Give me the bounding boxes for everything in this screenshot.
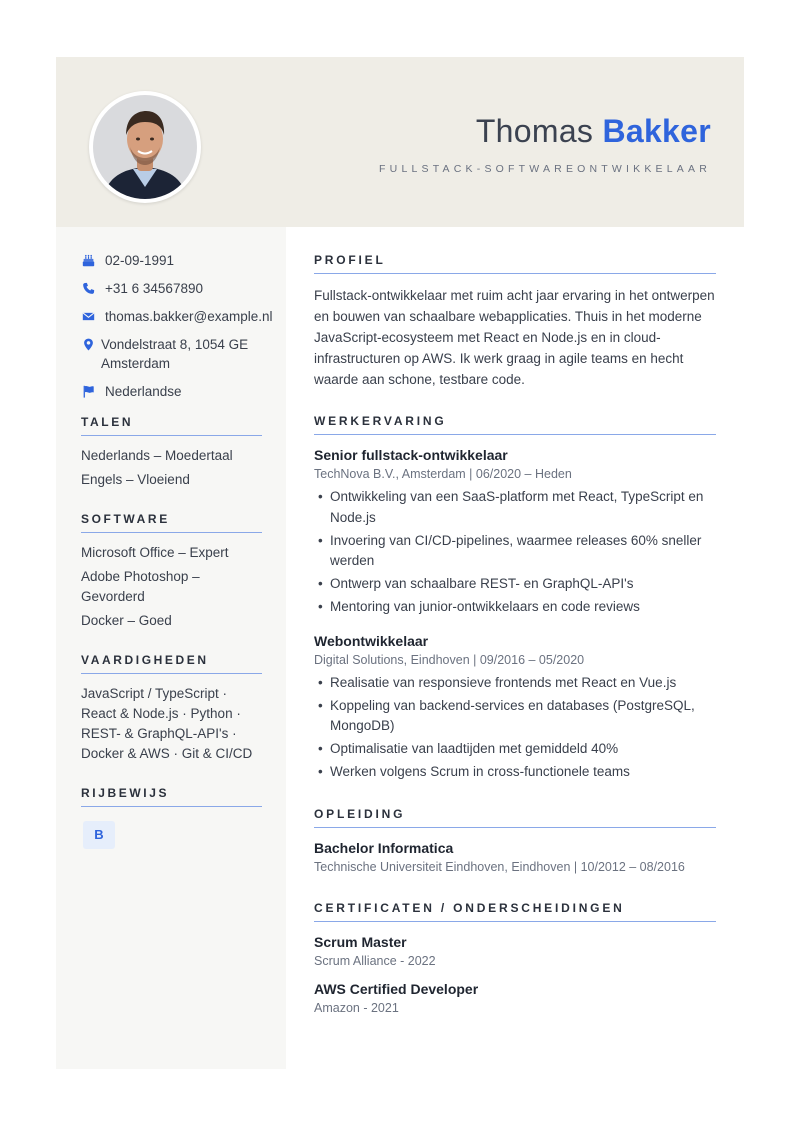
address-line-2: Amsterdam — [101, 356, 171, 371]
address-value — [101, 335, 248, 373]
certificate-title: Scrum Master — [314, 933, 407, 950]
experience-section — [314, 414, 716, 783]
resume-header — [56, 57, 744, 227]
job-bullet: • Invoering van CI/CD-pipelines, waarmee releases 60% sneller werden — [314, 531, 716, 572]
license-badge: B — [83, 821, 115, 849]
certificate-meta: Scrum Alliance - 2022 — [314, 953, 436, 968]
birthdate-value: 02-09-1991 — [105, 253, 175, 268]
job-bullet: • Werken volgens Scrum in cross-functionele teams — [314, 762, 716, 783]
skills-heading: VAARDIGHEDEN — [81, 653, 262, 674]
first-name: Thomas — [475, 113, 594, 149]
job-bullet: • Mentoring van junior-ontwikkelaars en code reviews — [314, 597, 716, 618]
last-name: Bakker — [602, 113, 711, 149]
profile-section — [314, 253, 716, 390]
software-item: Docker – Goed — [81, 613, 172, 628]
certificate-meta: Amazon - 2021 — [314, 1000, 399, 1015]
birthday-cake-icon — [81, 251, 101, 270]
flag-icon — [81, 382, 101, 401]
portrait-image — [93, 95, 197, 199]
job-role: Webontwikkelaar — [314, 632, 429, 649]
profile-text: Fullstack-ontwikkelaar met ruim acht jaar ervaring in het ontwerpen en bouwen van schaalbare webapplicaties. Thuis in het moderne JavaScript-ecosysteem met React en Node.js en in cloud-infrastructuren op AWS. Ik werk graag in agile teams en hecht waarde aan schone, testbare code. — [314, 288, 715, 387]
certificates-section — [314, 901, 716, 1018]
job-title: FULLSTACK-SOFTWAREONTWIKKELAAR — [379, 163, 711, 175]
job-entry — [314, 632, 716, 783]
phone-value: +31 6 34567890 — [105, 281, 203, 296]
job-bullet: • Koppeling van backend-services en databases (PostgreSQL, MongoDB) — [314, 696, 716, 737]
job-bullets — [314, 673, 716, 783]
contact-phone — [81, 279, 262, 298]
main-content — [314, 227, 716, 1042]
languages-section — [81, 415, 262, 490]
contact-list — [81, 251, 273, 401]
software-item: Adobe Photoshop – Gevorderd — [81, 569, 200, 604]
resume-page — [56, 57, 744, 1069]
sidebar — [56, 227, 286, 1069]
certificate-title: AWS Certified Developer — [314, 980, 479, 997]
nationality-value: Nederlandse — [105, 384, 182, 399]
envelope-icon — [81, 307, 101, 326]
certificate-entry — [314, 980, 716, 1018]
education-meta: Technische Universiteit Eindhoven, Eindhoven | 10/2012 – 08/2016 — [314, 859, 685, 874]
candidate-name — [476, 113, 711, 150]
certificates-heading: CERTIFICATEN / ONDERSCHEIDINGEN — [314, 901, 716, 922]
job-meta: TechNova B.V., Amsterdam | 06/2020 – Heden — [314, 467, 572, 481]
experience-heading: WERKERVARING — [314, 414, 716, 435]
contact-birthdate — [81, 251, 262, 270]
license-section — [81, 786, 262, 849]
skills-section — [81, 653, 262, 764]
software-section — [81, 512, 262, 631]
job-bullet: • Ontwerp van schaalbare REST- en GraphQL-API's — [314, 574, 716, 595]
language-item: Engels – Vloeiend — [81, 472, 190, 487]
education-heading: OPLEIDING — [314, 807, 716, 828]
education-section — [314, 807, 716, 877]
job-bullet: • Realisatie van responsieve frontends met React en Vue.js — [314, 673, 716, 694]
email-value: thomas.bakker@example.nl — [105, 309, 273, 324]
software-heading: SOFTWARE — [81, 512, 262, 533]
job-bullet: • Ontwikkeling van een SaaS-platform met React, TypeScript en Node.js — [314, 487, 716, 528]
address-line-1: Vondelstraat 8, 1054 GE — [101, 337, 249, 352]
language-item: Nederlands – Moedertaal — [81, 448, 233, 463]
education-degree: Bachelor Informatica — [314, 839, 454, 856]
job-role: Senior fullstack-ontwikkelaar — [314, 447, 508, 463]
map-pin-icon — [81, 335, 101, 354]
languages-heading: TALEN — [81, 415, 262, 436]
certificate-entry — [314, 933, 716, 971]
job-entry — [314, 446, 716, 618]
profile-photo — [89, 91, 201, 203]
software-item: Microsoft Office – Expert — [81, 545, 229, 560]
job-meta: Digital Solutions, Eindhoven | 09/2016 – 05/2020 — [314, 652, 585, 667]
job-bullet: • Optimalisatie van laadtijden met gemiddeld 40% — [314, 739, 716, 760]
job-bullets — [314, 487, 716, 618]
skills-text: JavaScript / TypeScript · React & Node.js · Python · REST- & GraphQL-API's · Docker & AWS · Git & CI/CD — [81, 686, 253, 761]
contact-address — [81, 335, 262, 373]
contact-email — [81, 307, 273, 326]
profile-heading: PROFIEL — [314, 253, 716, 274]
phone-icon — [81, 279, 101, 298]
license-heading: RIJBEWIJS — [81, 786, 262, 807]
contact-nationality — [81, 382, 262, 401]
